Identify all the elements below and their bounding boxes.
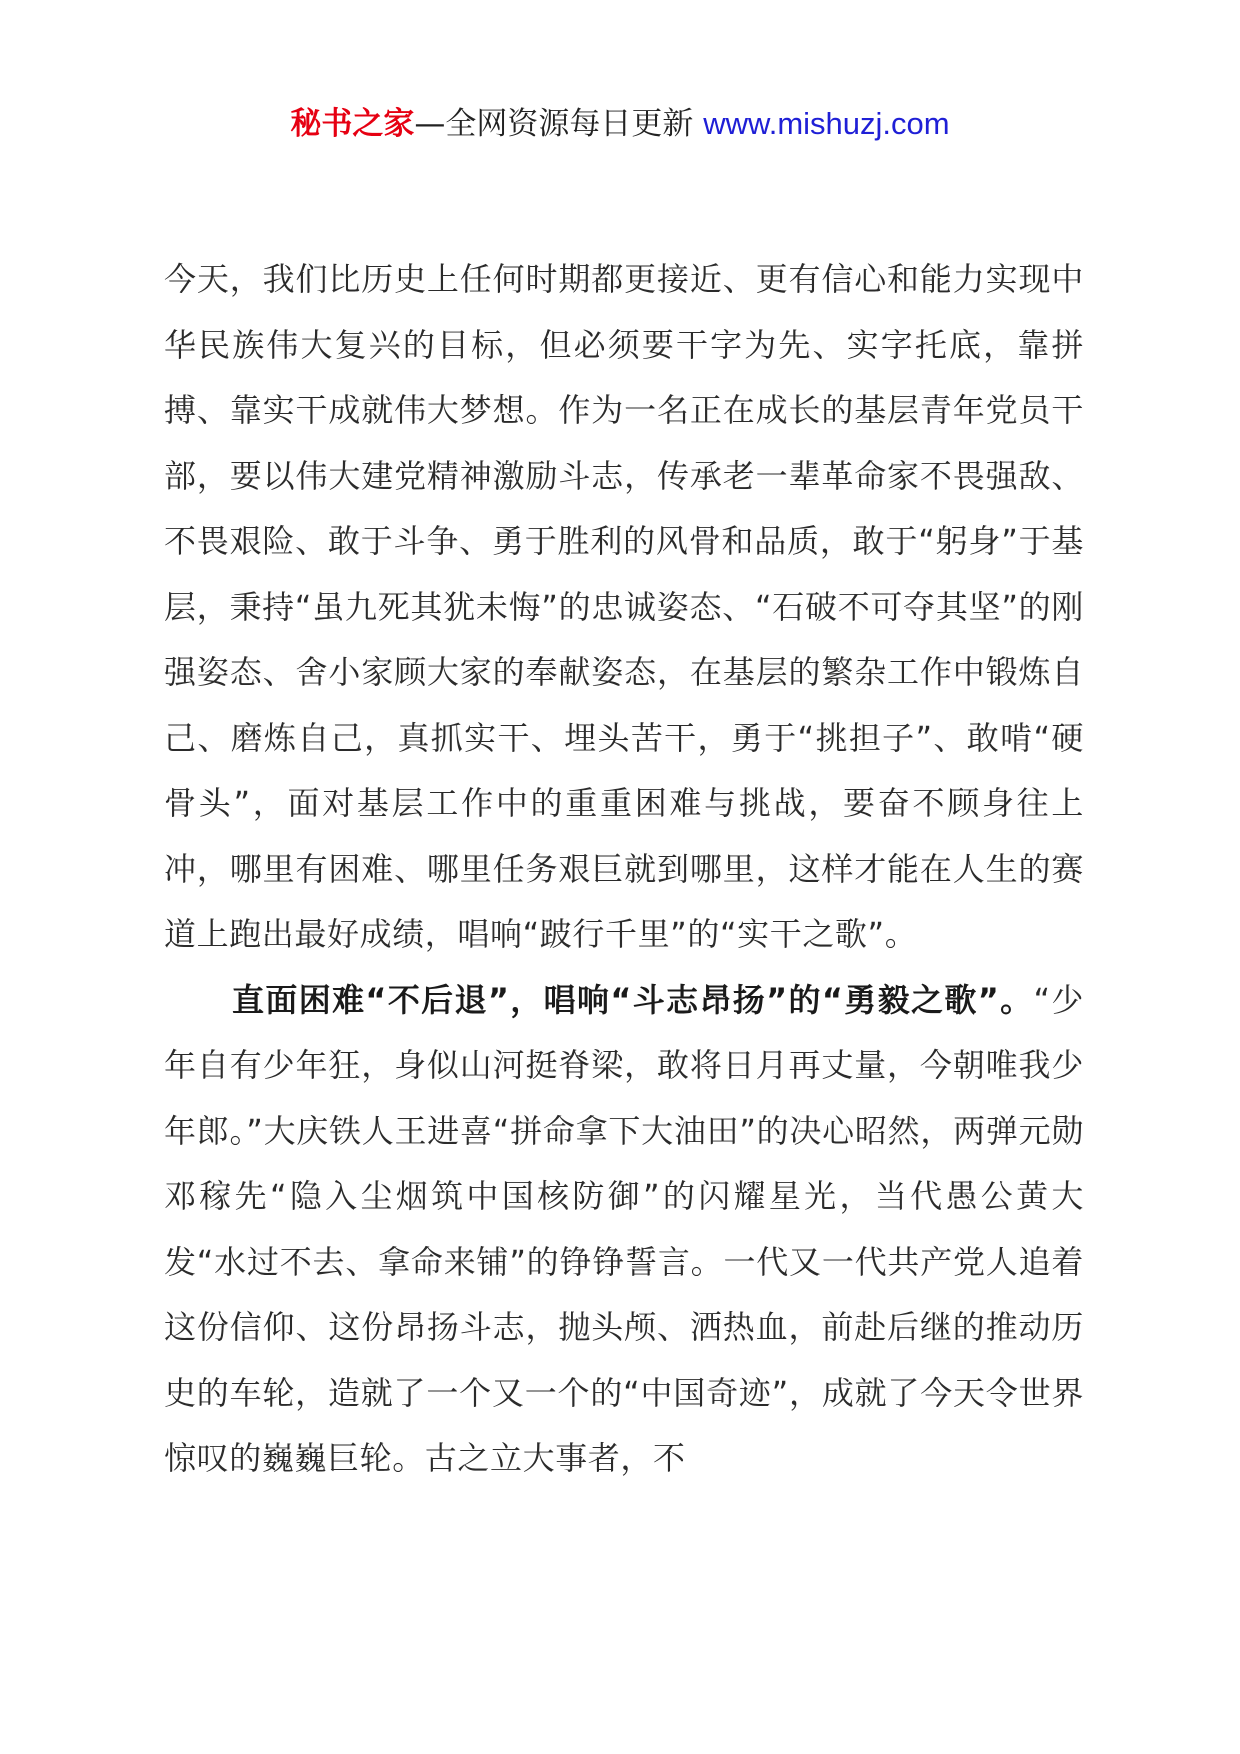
header-tagline: —全网资源每日更新 — [414, 106, 694, 142]
paragraph-2-text: “少年自有少年狂，身似山河挺脊梁，敢将日月再丈量，今朝唯我少年郎。”大庆铁人王进喜“拼命拿下大油田”的决心昭然，两弹元勋邓稼先“隐入尘烟筑中国核防御”的闪耀星光，当代愚公黄大发“水过不去、拿命来铺”的铮铮誓言。一代又一代共产党人追着这份信仰、这份昂扬斗志，抛头颅、洒热血，前赴后继的推动历史的车轮，造就了一个又一个的“中国奇迹”，成就了今天令世界惊叹的巍巍巨轮。古之立大事者，不 — [164, 980, 1085, 1477]
site-url-link[interactable]: www.mishuzj.com — [703, 106, 950, 141]
document-body — [164, 247, 1084, 1492]
brand-name: 秘书之家 — [290, 106, 415, 142]
paragraph-2 — [164, 968, 1084, 1492]
page-header — [0, 104, 1240, 144]
section-heading: 直面困难“不后退”，唱响“斗志昂扬”的“勇毅之歌”。 — [232, 980, 1034, 1019]
paragraph-1: 今天，我们比历史上任何时期都更接近、更有信心和能力实现中华民族伟大复兴的目标，但必须要干字为先、实字托底，靠拼搏、靠实干成就伟大梦想。作为一名正在成长的基层青年党员干部，要以伟大建党精神激励斗志，传承老一辈革命家不畏强敌、不畏艰险、敢于斗争、勇于胜利的风骨和品质，敢于“躬身”于基层，秉持“虽九死其犹未悔”的忠诚姿态、“石破不可夺其坚”的刚强姿态、舍小家顾大家的奉献姿态，在基层的繁杂工作中锻炼自己、磨炼自己，真抓实干、埋头苦干，勇于“挑担子”、敢啃“硬骨头”，面对基层工作中的重重困难与挑战，要奋不顾身往上冲，哪里有困难、哪里任务艰巨就到哪里，这样才能在人生的赛道上跑出最好成绩，唱响“跛行千里”的“实干之歌”。 — [164, 260, 1084, 953]
